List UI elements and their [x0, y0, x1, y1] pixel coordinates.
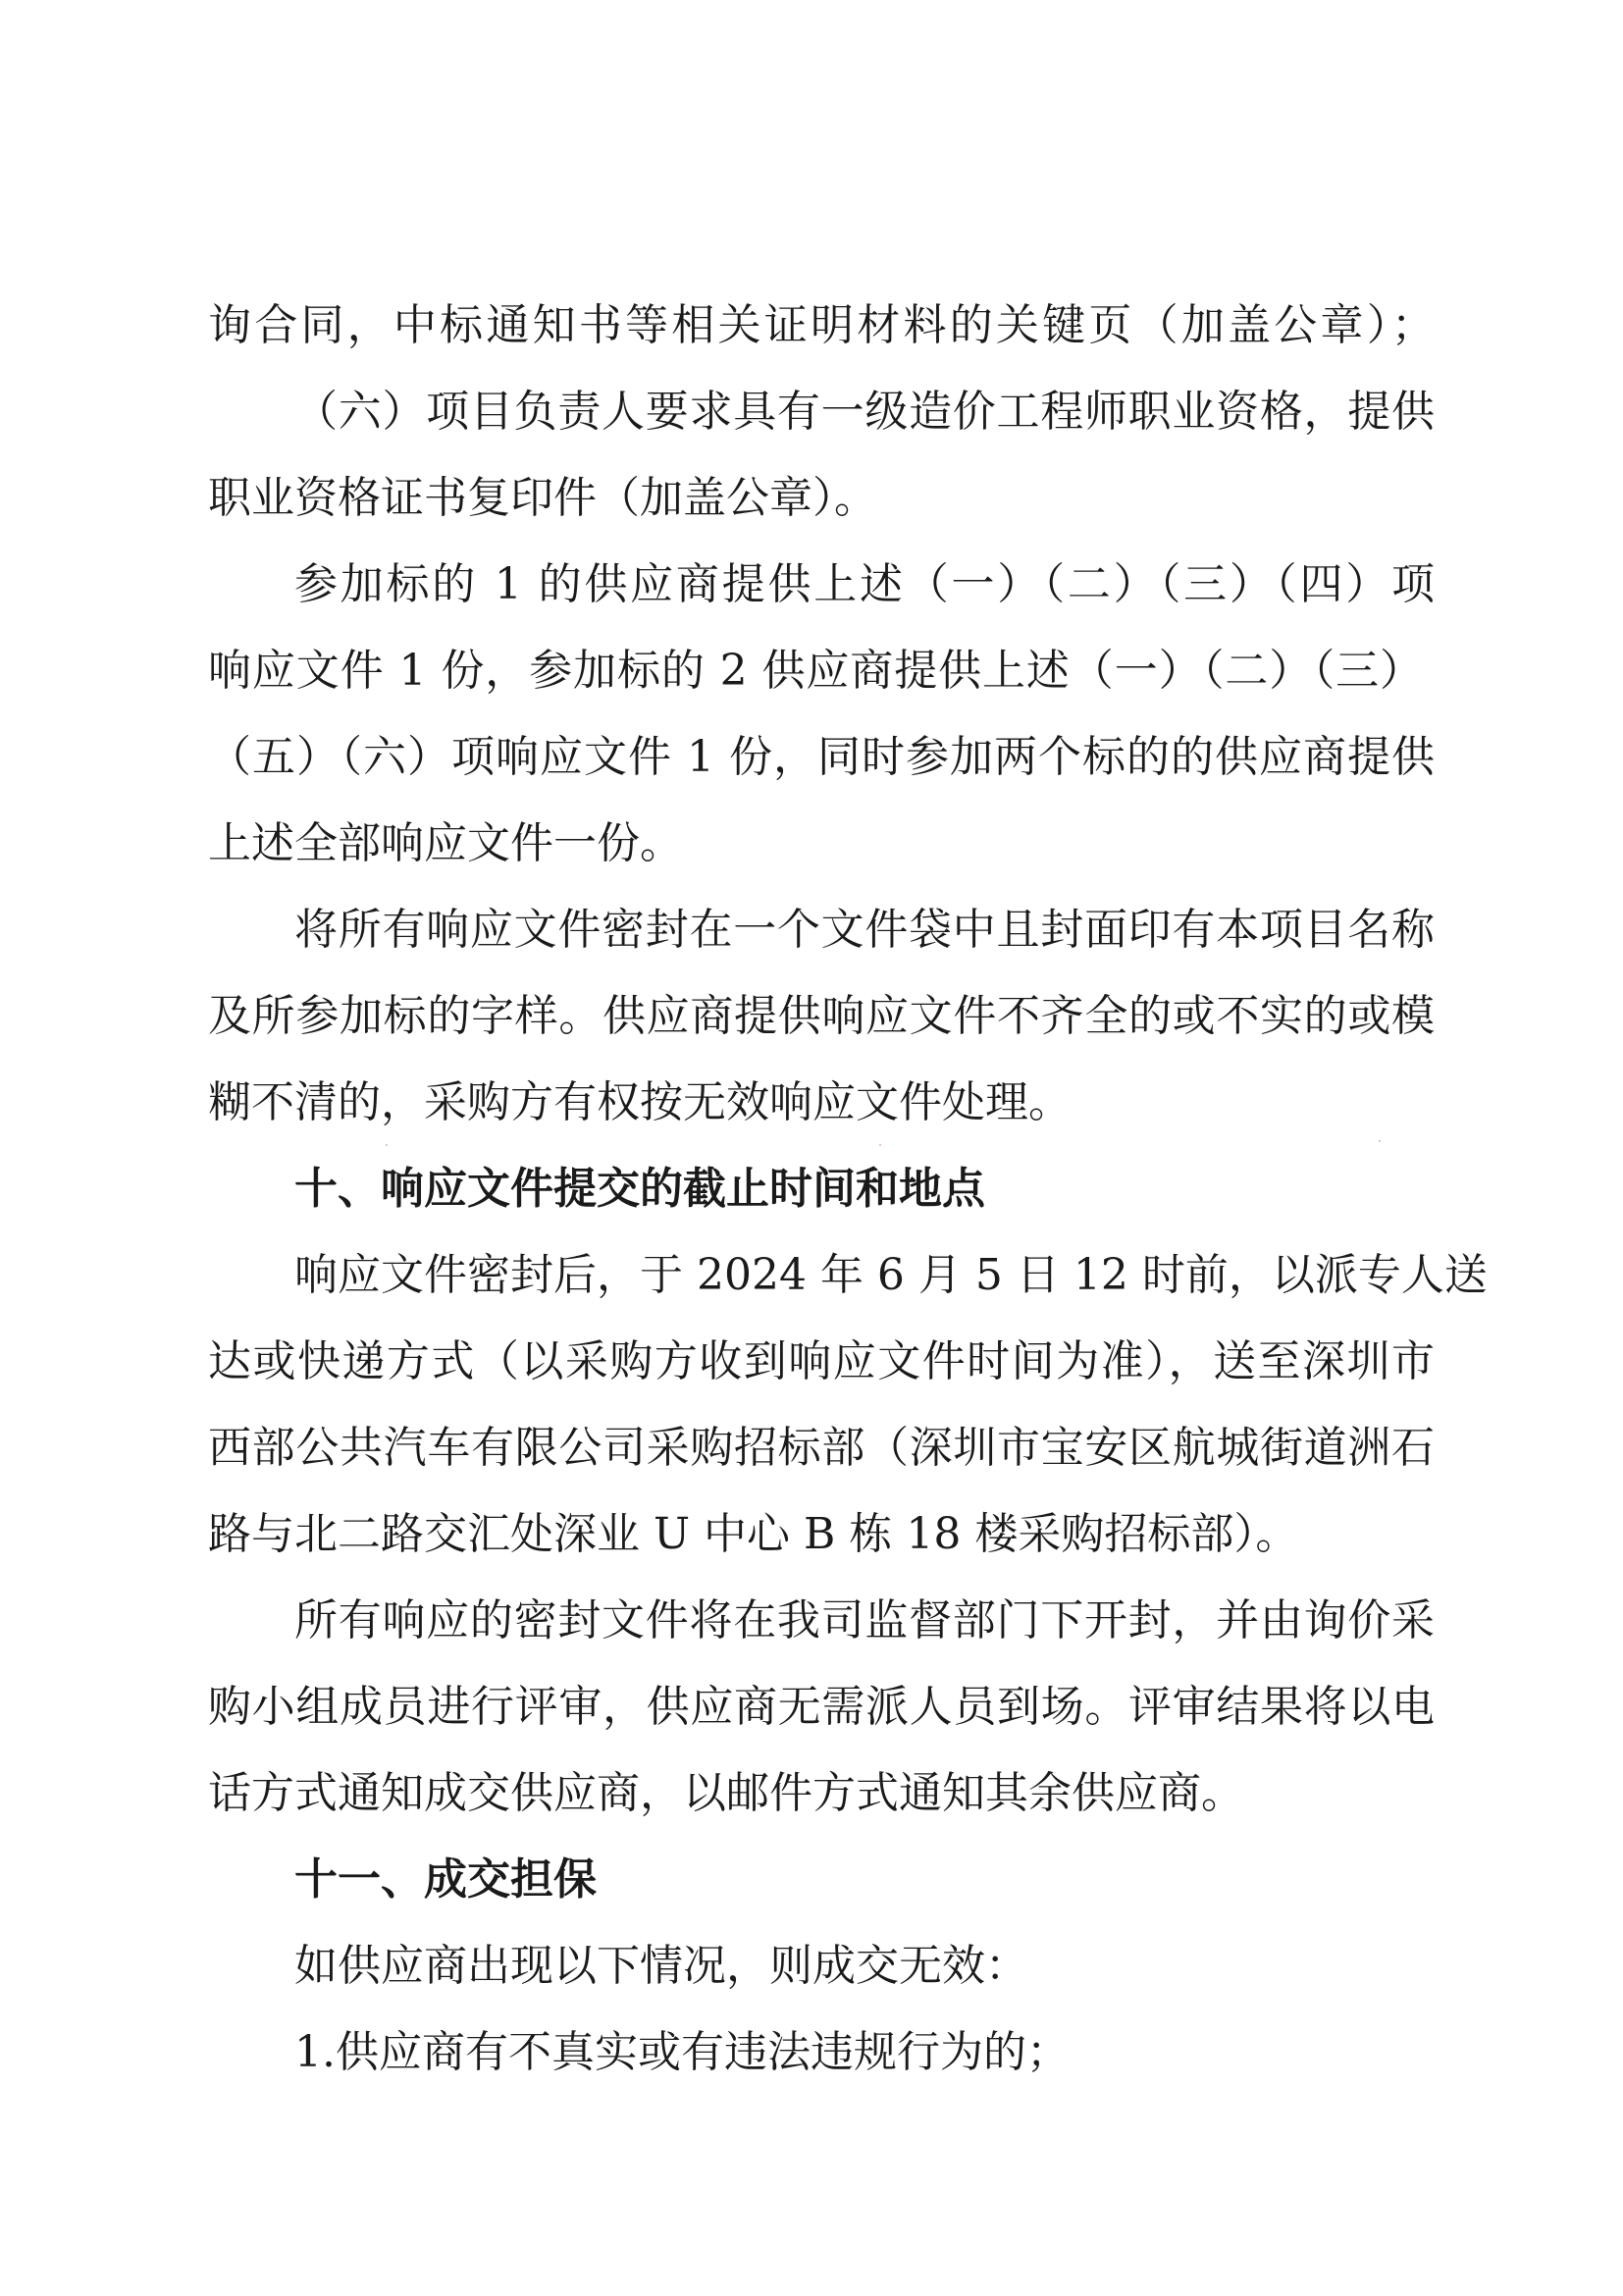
text-line-14: 西部公共汽车有限公司采购招标部（深圳市宝安区航城街道洲石	[208, 1423, 1435, 1473]
text-line-4: 参加标的 1 的供应商提供上述（一）（二）（三）（四）项	[294, 559, 1435, 609]
text-line-21: 1.供应商有不真实或有违法违规行为的；	[294, 2027, 1070, 2077]
text-line-6: （五）（六）项响应文件 1 份，同时参加两个标的的供应商提供	[208, 732, 1435, 782]
text-line-12: 响应文件密封后，于 2024 年 6 月 5 日 12 时前，以派专人送	[294, 1250, 1488, 1300]
section-heading-11: 十一、成交担保	[294, 1854, 597, 1905]
text-line-2: （六）项目负责人要求具有一级造价工程师职业资格，提供	[294, 387, 1435, 437]
section-heading-10: 十、响应文件提交的截止时间和地点	[294, 1164, 985, 1214]
text-line-17: 购小组成员进行评审，供应商无需派人员到场。评审结果将以电	[208, 1682, 1435, 1732]
text-line-10: 糊不清的，采购方有权按无效响应文件处理。	[208, 1077, 1072, 1127]
text-line-15: 路与北二路交汇处深业 U 中心 B 栋 18 楼采购招标部）。	[208, 1509, 1299, 1559]
text-line-13: 达或快递方式（以采购方收到响应文件时间为准），送至深圳市	[208, 1336, 1435, 1386]
scan-speck	[879, 1144, 881, 1146]
scan-speck	[386, 1144, 388, 1146]
scan-speck	[1379, 1140, 1381, 1142]
text-line-16: 所有响应的密封文件将在我司监督部门下开封，并由询价采	[294, 1595, 1435, 1645]
text-line-20: 如供应商出现以下情况，则成交无效：	[294, 1941, 1028, 1991]
text-line-18: 话方式通知成交供应商，以邮件方式通知其余供应商。	[208, 1768, 1244, 1818]
text-line-8: 将所有响应文件密封在一个文件袋中且封面印有本项目名称	[294, 905, 1435, 955]
text-line-5: 响应文件 1 份，参加标的 2 供应商提供上述（一）（二）（三）	[208, 646, 1423, 696]
text-line-9: 及所参加标的字样。供应商提供响应文件不齐全的或不实的或模	[208, 991, 1435, 1041]
text-line-1: 询合同，中标通知书等相关证明材料的关键页（加盖公章）；	[208, 300, 1435, 350]
text-line-3: 职业资格证书复印件（加盖公章）。	[208, 473, 877, 523]
text-line-7: 上述全部响应文件一份。	[208, 818, 683, 868]
